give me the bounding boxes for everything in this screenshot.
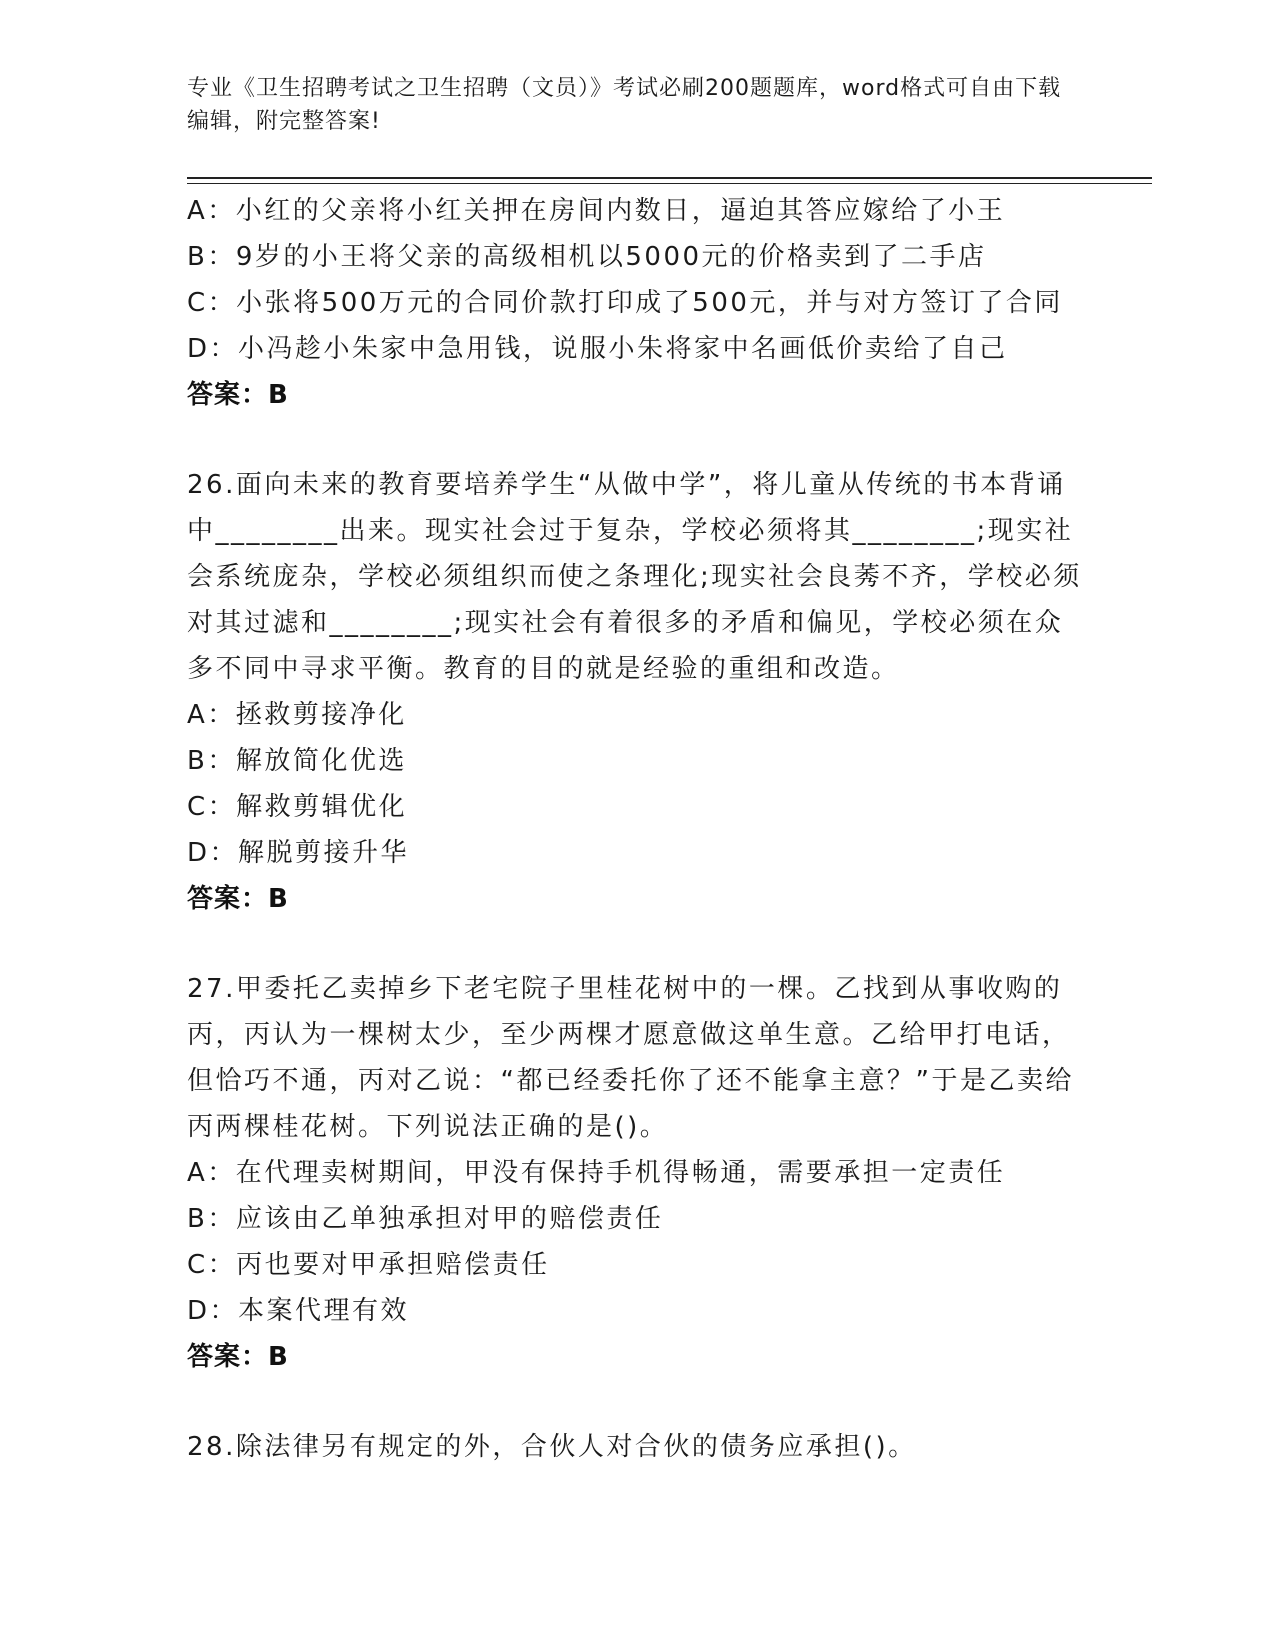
header-rule-thin xyxy=(187,183,1152,184)
option-a: A：在代理卖树期间，甲没有保持手机得畅通，需要承担一定责任 xyxy=(187,1158,1006,1188)
question-text: 27.甲委托乙卖掉乡下老宅院子里桂花树中的一棵。乙找到从事收购的丙，丙认为一棵树太少，至少两棵才愿意做这单生意。乙给甲打电话，但恰巧不通，丙对乙说：“都已经委托你了还不能拿主意？”于是乙卖给丙两棵桂花树。下列说法正确的是()。 xyxy=(187,974,1074,1142)
spacer xyxy=(187,418,1087,462)
option-b: B：9岁的小王将父亲的高级相机以5000元的价格卖到了二手店 xyxy=(187,242,987,272)
answer-line: 答案：B xyxy=(187,380,289,410)
spacer xyxy=(187,922,1087,966)
answer-line: 答案：B xyxy=(187,1342,289,1372)
question-block xyxy=(187,966,1087,1380)
option-d: D：解脱剪接升华 xyxy=(187,838,410,868)
answer-line: 答案：B xyxy=(187,884,289,914)
spacer xyxy=(187,1380,1087,1424)
document-header: 专业《卫生招聘考试之卫生招聘（文员）》考试必刷200题题库，word格式可自由下载编辑，附完整答案! xyxy=(187,76,1062,134)
question-list xyxy=(187,188,1087,1470)
question-text: 26.面向未来的教育要培养学生“从做中学”，将儿童从传统的书本背诵中________出来。现实社会过于复杂，学校必须将其________;现实社会系统庞杂，学校必须组织而使之条理化;现实社会良莠不齐，学校必须对其过滤和________;现实社会有着很多的矛盾和偏见，学校必须在众多不同中寻求平衡。教育的目的就是经验的重组和改造。 xyxy=(187,470,1082,684)
question-block xyxy=(187,462,1087,922)
question-block xyxy=(187,1424,1087,1470)
option-d: D：小冯趁小朱家中急用钱，说服小朱将家中名画低价卖给了自己 xyxy=(187,334,1008,364)
option-c: C：丙也要对甲承担赔偿责任 xyxy=(187,1250,550,1280)
question-block xyxy=(187,188,1087,418)
option-a: A：拯救剪接净化 xyxy=(187,700,407,730)
option-c: C：小张将500万元的合同价款打印成了500元，并与对方签订了合同 xyxy=(187,288,1063,318)
option-a: A：小红的父亲将小红关押在房间内数日，逼迫其答应嫁给了小王 xyxy=(187,196,1006,226)
header-rule-thick xyxy=(187,177,1152,179)
option-b: B：解放简化优选 xyxy=(187,746,407,776)
question-text: 28.除法律另有规定的外，合伙人对合伙的债务应承担()。 xyxy=(187,1432,917,1462)
option-d: D：本案代理有效 xyxy=(187,1296,410,1326)
option-c: C：解救剪辑优化 xyxy=(187,792,408,822)
option-b: B：应该由乙单独承担对甲的赔偿责任 xyxy=(187,1204,664,1234)
